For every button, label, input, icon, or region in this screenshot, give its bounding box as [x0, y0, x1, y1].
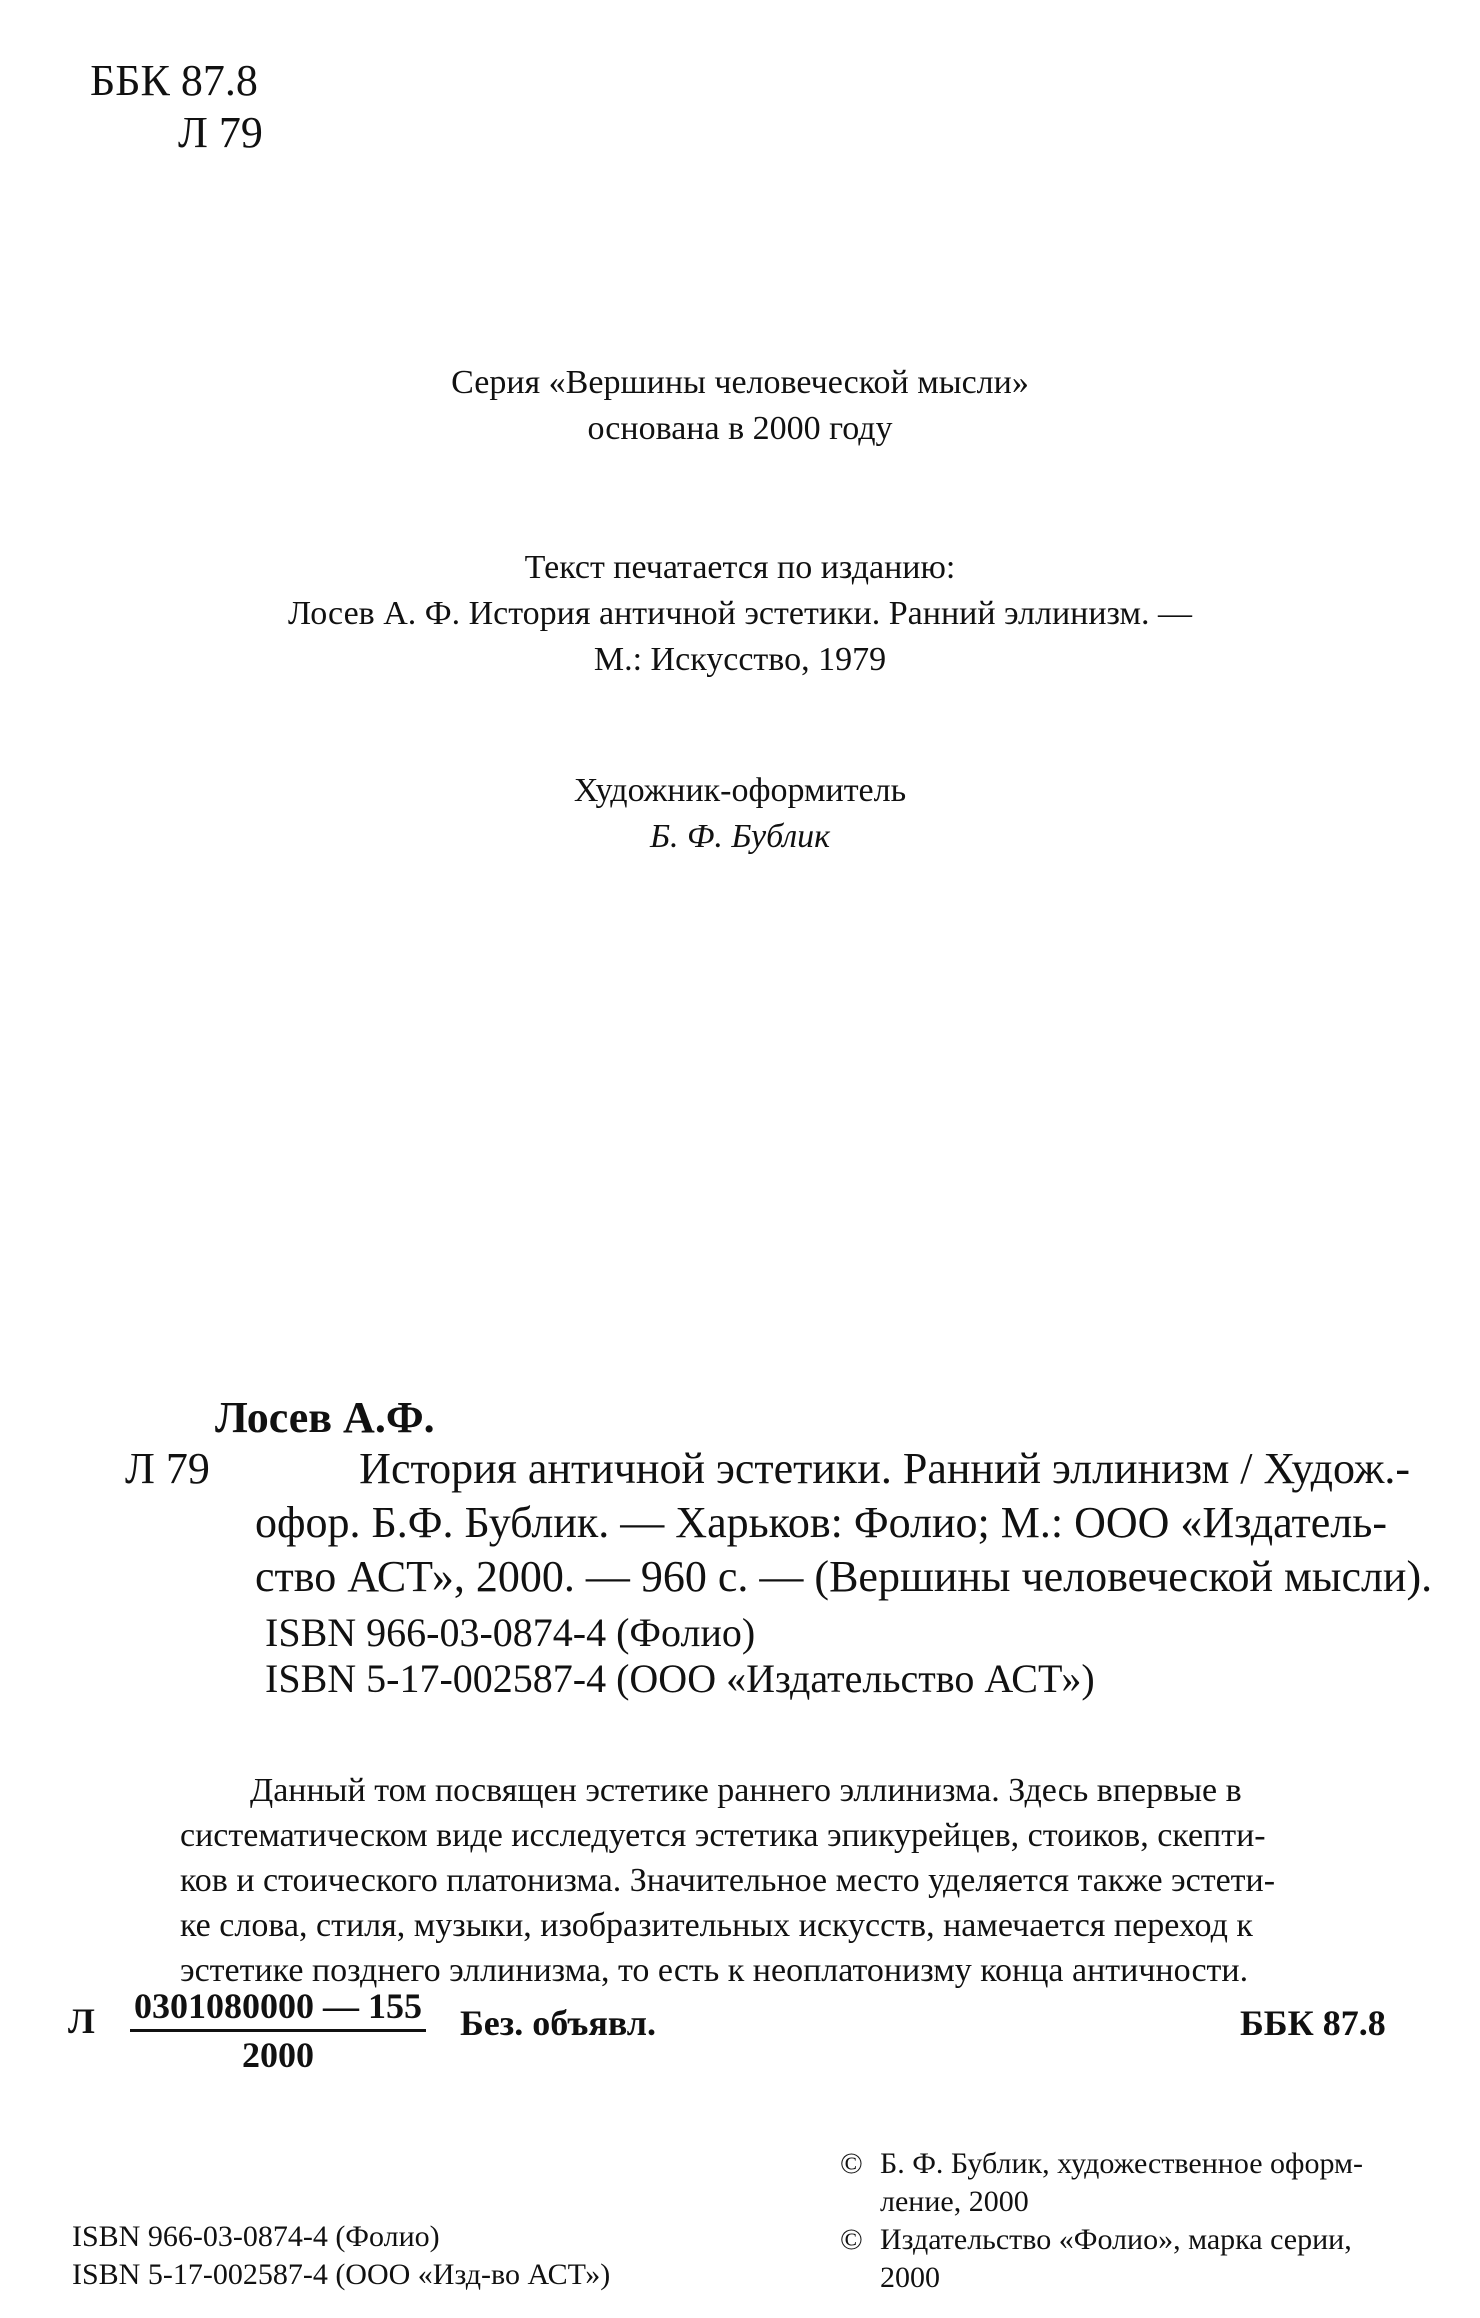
- source-line-3: М.: Искусство, 1979: [593, 641, 887, 678]
- imprint-numerator: 0301080000 — 155: [130, 1985, 426, 2032]
- source-edition: [0, 545, 1480, 683]
- catalog-author: Лосев А.Ф.: [215, 1393, 435, 1442]
- catalog-index: Л 79: [125, 1444, 210, 1493]
- author-mark: Л 79: [178, 108, 263, 157]
- bbk-header: [90, 55, 263, 159]
- catalog-line-3: ство АСТ», 2000. — 960 с. — (Вершины человеческой мысли).: [255, 1552, 1433, 1601]
- catalog-isbn-2: ISBN 5-17-002587-4 (ООО «Издательство АСТ»): [265, 1656, 1095, 1701]
- imprint-no-ad: Без. объявл.: [460, 2003, 656, 2043]
- imprint-letter: Л: [68, 2001, 95, 2041]
- artist-name: Б. Ф. Бублик: [649, 818, 831, 855]
- copyright-entry: © Издательство «Фолио», марка серии, 2000: [840, 2221, 1363, 2297]
- catalog-title: История античной эстетики. Ранний эллинизм / Худож.-: [359, 1444, 1410, 1493]
- series-line-1: Серия «Вершины человеческой мысли»: [451, 364, 1029, 401]
- series-line-2: основана в 2000 году: [587, 410, 893, 447]
- source-line-2: Лосев А. Ф. История античной эстетики. Ранний эллинизм. —: [288, 595, 1192, 632]
- catalog-isbn-list: [265, 1610, 1095, 1702]
- annotation: [180, 1768, 1405, 1993]
- bottom-isbn-list: [72, 2218, 610, 2294]
- artist-credit: [0, 768, 1480, 860]
- bottom-isbn-1: ISBN 966-03-0874-4 (Фолио): [72, 2220, 440, 2253]
- annotation-line: ке слова, стиля, музыки, изобразительных искусств, намечается переход к: [180, 1907, 1253, 1944]
- artist-role: Художник-оформитель: [573, 772, 907, 809]
- imprint-fraction: [130, 1985, 426, 2076]
- imprint-denominator: 2000: [242, 2035, 314, 2075]
- catalog-isbn-1: ISBN 966-03-0874-4 (Фолио): [265, 1610, 756, 1655]
- imprint-bbk: ББК 87.8: [1240, 2003, 1386, 2043]
- source-line-1: Текст печатается по изданию:: [524, 549, 956, 586]
- copyright-symbol: ©: [840, 2223, 863, 2256]
- bbk-code: ББК 87.8: [90, 56, 258, 105]
- copyright-symbol: ©: [840, 2147, 863, 2180]
- series-info: [0, 360, 1480, 452]
- bottom-isbn-2: ISBN 5-17-002587-4 (ООО «Изд-во АСТ»): [72, 2258, 611, 2291]
- catalog-line-2: офор. Б.Ф. Бублик. — Харьков: Фолио; М.: ООО «Издатель-: [255, 1498, 1387, 1547]
- copyright-block: [840, 2145, 1363, 2297]
- annotation-line: систематическом виде исследуется эстетика эпикурейцев, стоиков, скепти-: [180, 1817, 1266, 1854]
- annotation-line: Данный том посвящен эстетике раннего эллинизма. Здесь впервые в: [250, 1772, 1242, 1809]
- annotation-line: ков и стоического платонизма. Значительное место уделяется также эстети-: [180, 1862, 1276, 1899]
- copyright-entry: © Б. Ф. Бублик, художественное оформ- ление, 2000: [840, 2145, 1363, 2221]
- annotation-line: эстетике позднего эллинизма, то есть к неоплатонизму конца античности.: [180, 1952, 1249, 1989]
- catalog-entry: [125, 1442, 1433, 1604]
- catalog-line-1: [125, 1442, 1410, 1496]
